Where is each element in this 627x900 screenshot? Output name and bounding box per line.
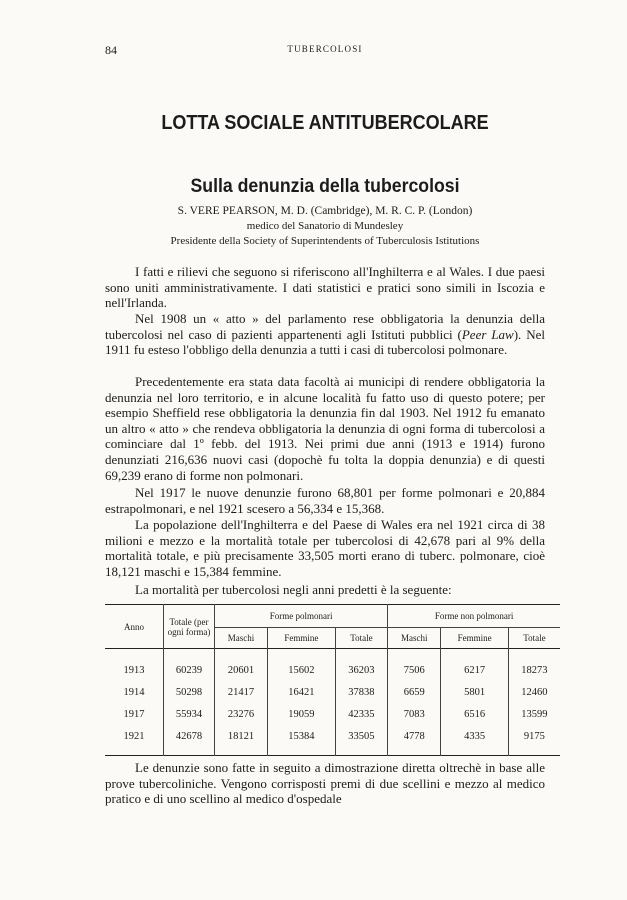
author-affiliation-1: medico del Sanatorio di Mundesley	[246, 220, 404, 232]
header-forme-polmonari: Forme polmonari	[215, 605, 388, 628]
cell-pol-maschi: 18121	[215, 725, 268, 756]
cell-pol-femmine: 16421	[268, 681, 336, 703]
cell-pol-maschi: 21417	[215, 681, 268, 703]
paragraph-2-text	[105, 311, 545, 358]
cell-pol-maschi: 20601	[215, 649, 268, 682]
paragraph-1	[105, 264, 545, 311]
section-title: LOTTA SOCIALE ANTITUBERCOLARE	[161, 112, 489, 134]
paragraph-2-part-b: ). Nel 1911 fu esteso l'obbligo della denunzia a tutti i casi di tubercolosi polmonare.	[105, 326, 545, 358]
cell-npol-femmine: 4335	[441, 725, 509, 756]
cell-pol-totale: 42335	[335, 703, 388, 725]
paragraph-2-part-a: Nel 1908 un « atto » del parlamento rese obbligatoria la denunzia della tubercolosi nel caso di pazienti appartenenti agli Istituti pubblici (	[105, 311, 545, 342]
cell-pol-totale: 36203	[335, 649, 388, 682]
paragraph-7-text: Le denunzie sono fatte in seguito a dimostrazione diretta oltrechè in base alle prove tubercoliniche. Vengono corrisposti premi di due scellini e mezzo al medico pratico e di uno scellino al medico d'ospedale	[105, 760, 545, 807]
cell-totale: 60239	[164, 649, 215, 682]
cell-pol-femmine: 15384	[268, 725, 336, 756]
cell-npol-maschi: 6659	[388, 681, 441, 703]
paragraph-3-text: Precedentemente era stata data facoltà ai municipi di rendere obbligatoria la denunzia nel loro territorio, e in alcune località fu fatto uso di questo potere; per esempio Sheffield rese obbligatoria la denunzia fin dal 1903. Nel 1912 fu emanato un altro « atto » che rendeva obbligatoria la denunzia di ogni forma di tubercolosi a cominciare dal 1º febb. del 1913. Nei primi due anni (1913 e 1914) furono denunziati 216,636 nuovi casi (dopochè fu tolta la doppia denunzia) e di questi 69,239 erano di forme non polmonari.	[105, 374, 545, 483]
cell-npol-totale: 12460	[508, 681, 560, 703]
cell-totale: 50298	[164, 681, 215, 703]
cell-anno: 1913	[123, 664, 145, 676]
cell-totale: 42678	[164, 725, 215, 756]
cell-npol-femmine: 6217	[441, 649, 509, 682]
paragraph-2-italic: Peer Law	[461, 326, 514, 342]
header-forme-non-polmonari: Forme non polmonari	[388, 605, 560, 628]
paragraph-5-text: La popolazione dell'Inghilterra e del Paese di Wales era nel 1921 circa di 38 milioni e mezzo e la mortalità totale per tubercolosi di 42,678 pari al 9% della mortalità totale, e più precisamente 33,505 morti erano di tuberc. polmonare, cioè 18,121 maschi e 15,384 femmine.	[105, 517, 545, 579]
paragraph-4	[105, 485, 545, 516]
cell-pol-femmine: 19059	[268, 703, 336, 725]
paragraph-6-text: La mortalità per tubercolosi negli anni predetti è la seguente:	[135, 582, 452, 597]
header-pol-maschi: Maschi	[215, 628, 268, 649]
paragraph-4-text: Nel 1917 le nuove denunzie furono 68,801 per forme polmonari e 20,884 estrapolmonari, e nel 1921 scesero a 56,334 e 15,368.	[105, 485, 545, 516]
cell-npol-totale: 13599	[508, 703, 560, 725]
author-affiliation-2: Presidente della Society of Superintendents of Tuberculosis Istitutions	[170, 235, 480, 247]
cell-npol-maschi: 4778	[388, 725, 441, 756]
cell-anno: 1921	[123, 730, 145, 742]
header-pol-totale: Totale	[335, 628, 388, 649]
article-title: Sulla denunzia della tubercolosi	[190, 176, 460, 197]
paragraph-2	[105, 311, 545, 358]
paragraph-6	[105, 582, 545, 598]
header-npol-femmine: Femmine	[441, 628, 509, 649]
header-anno: Anno	[124, 621, 144, 632]
table-row	[105, 681, 560, 703]
paragraph-1-text: I fatti e rilievi che seguono si riferiscono all'Inghilterra e al Wales. I due paesi sono uniti amministrativamente. I dati statistici e pratici sono simili in Iscozia e nell'Irlanda.	[105, 264, 545, 311]
table-row	[105, 703, 560, 725]
cell-npol-maschi: 7083	[388, 703, 441, 725]
cell-anno: 1917	[123, 708, 145, 720]
cell-npol-maschi: 7506	[388, 649, 441, 682]
table-row	[105, 649, 560, 682]
cell-npol-femmine: 5801	[441, 681, 509, 703]
cell-anno: 1914	[123, 686, 145, 698]
cell-npol-totale: 18273	[508, 649, 560, 682]
paragraph-7	[105, 760, 545, 807]
mortality-table	[105, 604, 560, 756]
table-row	[105, 725, 560, 756]
cell-totale: 55934	[164, 703, 215, 725]
cell-pol-maschi: 23276	[215, 703, 268, 725]
header-pol-femmine: Femmine	[268, 628, 336, 649]
cell-pol-totale: 33505	[335, 725, 388, 756]
cell-npol-totale: 9175	[508, 725, 560, 756]
header-totale: Totale (per ogni forma)	[164, 605, 215, 649]
paragraph-5	[105, 517, 545, 579]
author-line: S. VERE PEARSON, M. D. (Cambridge), M. R. C. P. (London)	[177, 205, 473, 217]
running-head	[105, 43, 545, 59]
header-npol-totale: Totale	[508, 628, 560, 649]
paragraph-3	[105, 374, 545, 483]
header-npol-maschi: Maschi	[388, 628, 441, 649]
page-number: 84	[105, 43, 117, 57]
cell-npol-femmine: 6516	[441, 703, 509, 725]
cell-pol-femmine: 15602	[268, 649, 336, 682]
cell-pol-totale: 37838	[335, 681, 388, 703]
running-title: TUBERCOLOSI	[287, 44, 363, 54]
